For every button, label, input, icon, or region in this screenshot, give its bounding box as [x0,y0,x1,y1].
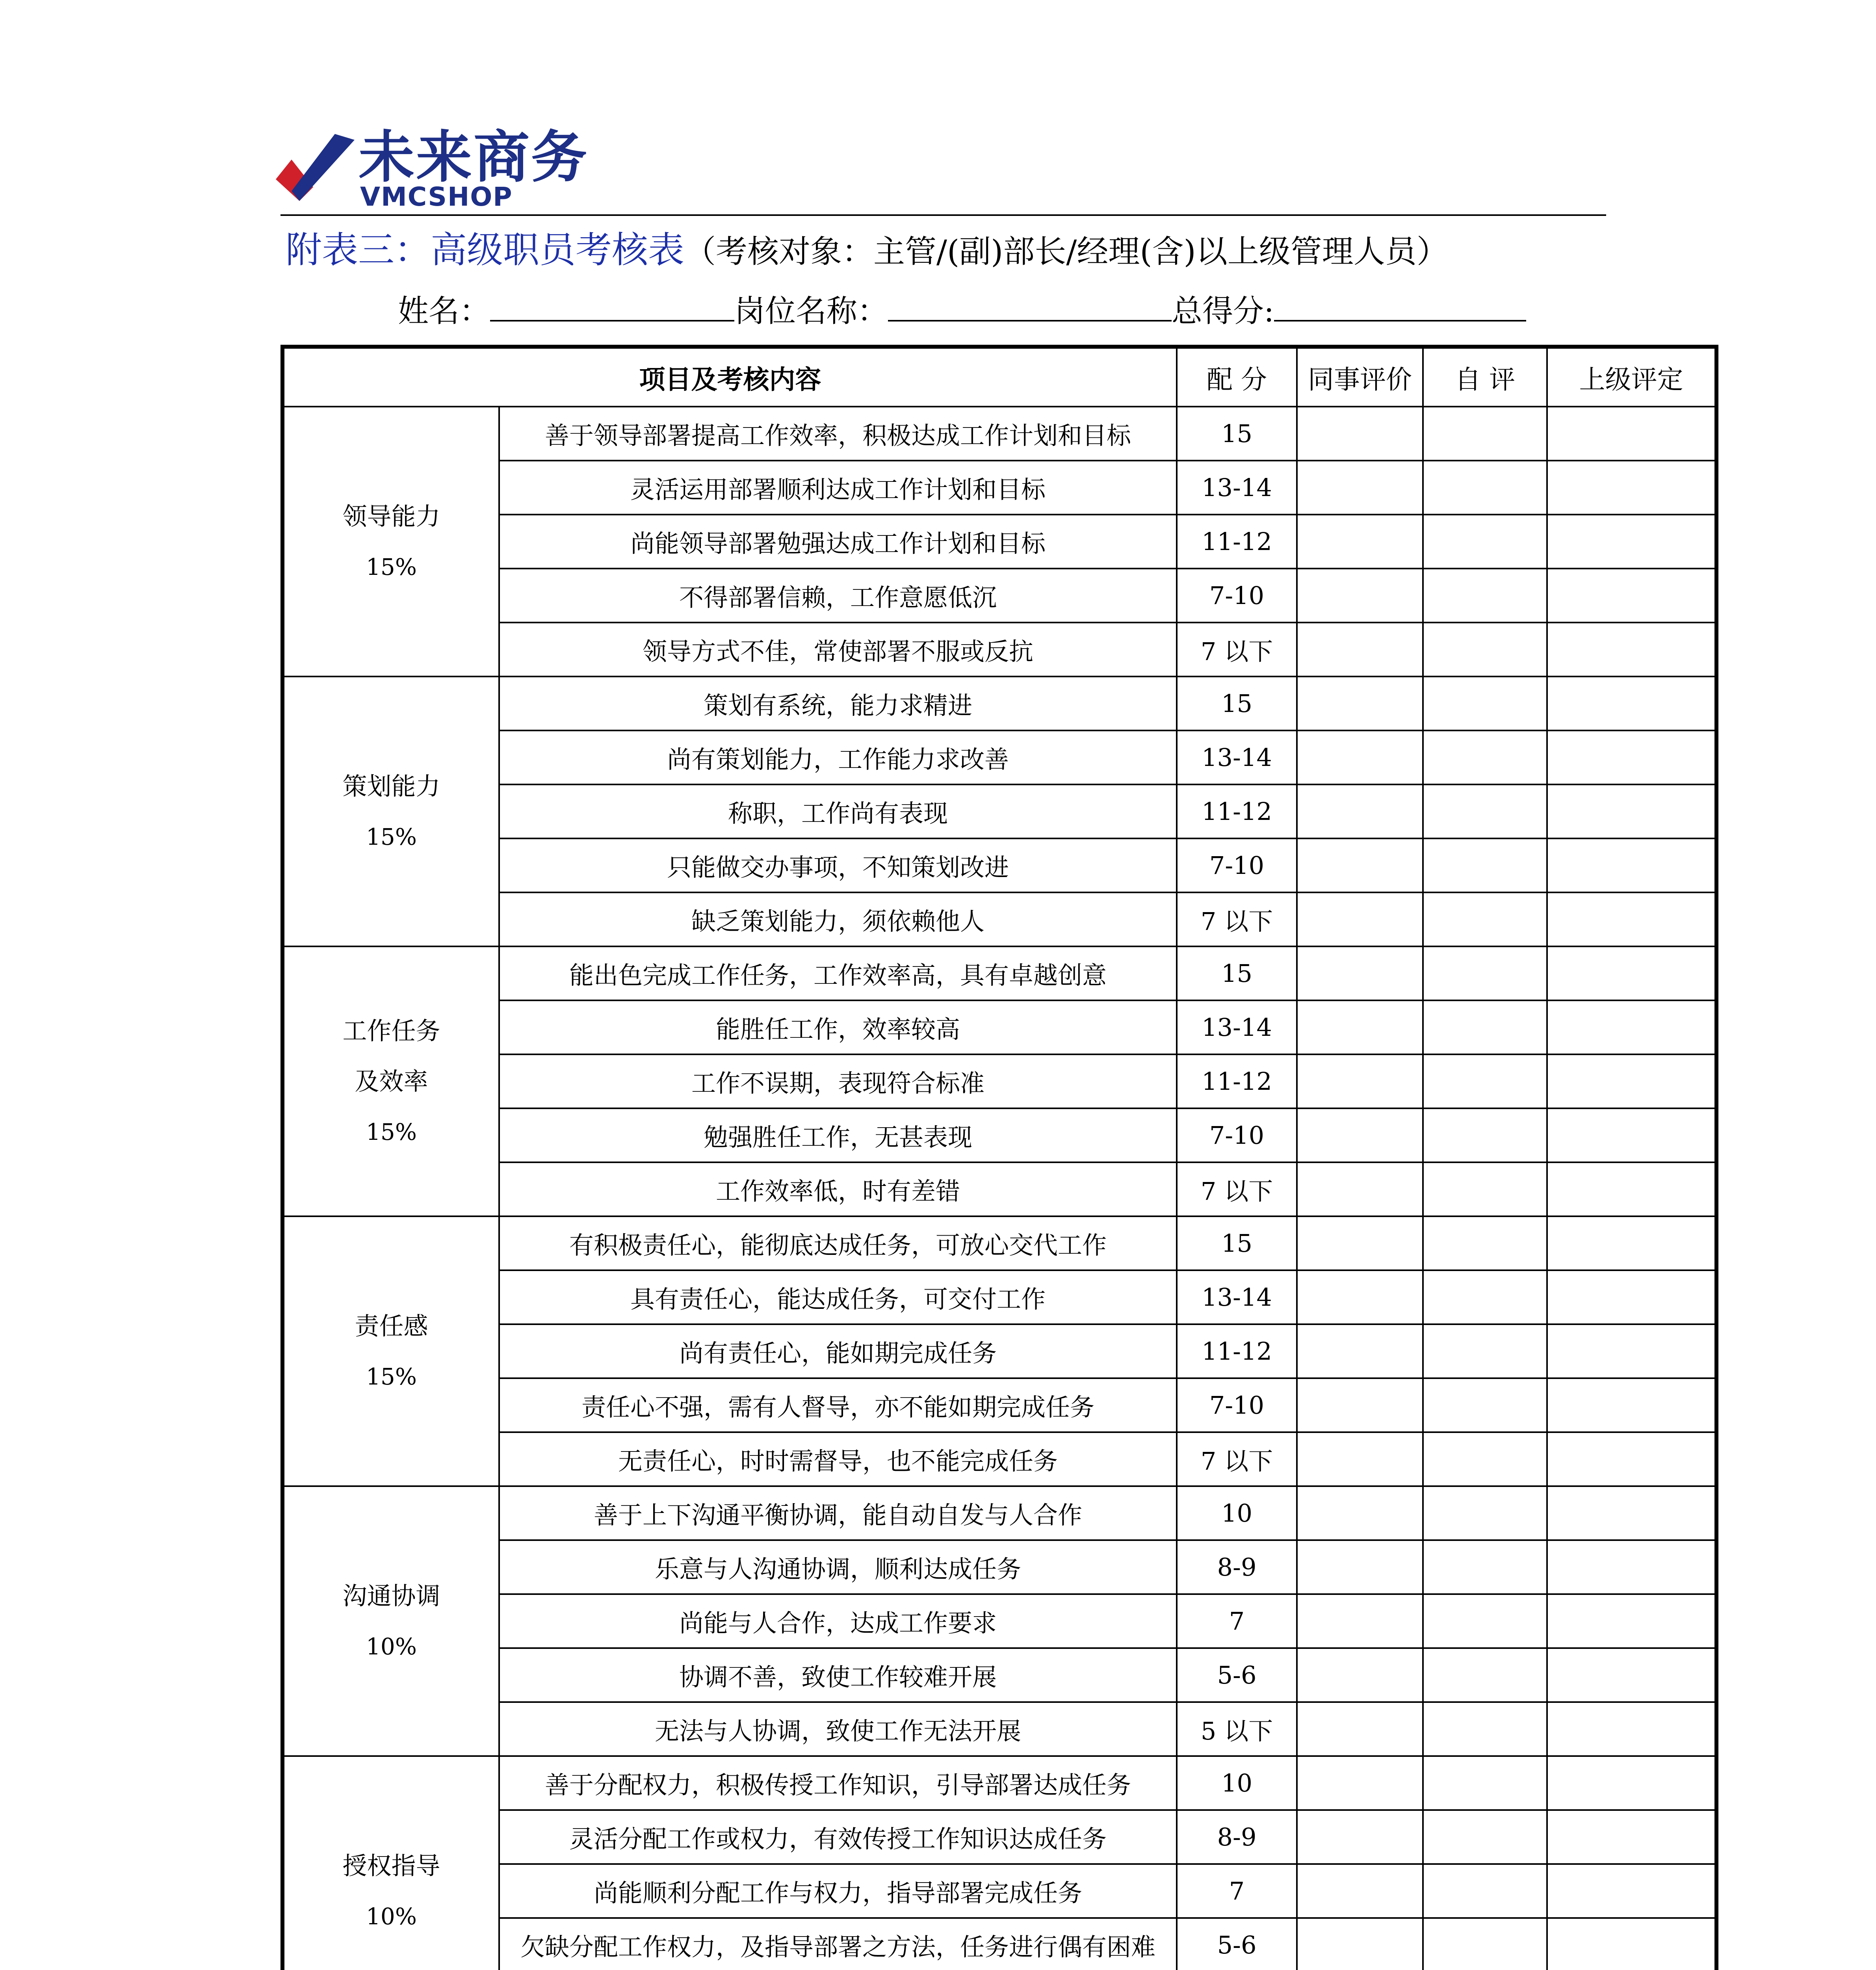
peer-review-cell[interactable] [1297,1810,1423,1864]
criterion-score: 5 以下 [1177,1702,1297,1756]
self-review-cell[interactable] [1423,1108,1547,1162]
logo-name-en: VMCSHOP [360,182,513,212]
self-review-cell[interactable] [1423,1864,1547,1918]
category-name: 工作任务 [342,1016,440,1045]
peer-review-cell[interactable] [1297,569,1423,623]
criterion-description: 善于分配权力，积极传授工作知识，引导部署达成任务 [499,1756,1177,1810]
criterion-description: 策划有系统，能力求精进 [499,676,1177,730]
company-logo [276,125,591,212]
name-label: 姓名： [398,294,490,329]
peer-review-cell[interactable] [1297,1162,1423,1216]
superior-review-cell[interactable] [1547,838,1716,892]
category-cell [282,407,499,676]
peer-review-cell[interactable] [1297,1432,1423,1486]
self-review-cell[interactable] [1423,1756,1547,1810]
superior-review-cell[interactable] [1547,1540,1716,1594]
table-row [282,1756,1716,1810]
peer-review-cell[interactable] [1297,892,1423,946]
self-review-cell[interactable] [1423,515,1547,569]
criterion-score: 11-12 [1177,515,1297,569]
table-row [282,1216,1716,1270]
peer-review-cell[interactable] [1297,1270,1423,1324]
peer-review-cell[interactable] [1297,838,1423,892]
superior-review-cell[interactable] [1547,1162,1716,1216]
header-divider [280,214,1606,216]
category-name: 沟通协调 [342,1581,440,1610]
peer-review-cell[interactable] [1297,1378,1423,1432]
category-cell [282,1756,499,1970]
criterion-score: 5-6 [1177,1918,1297,1970]
criterion-score: 7-10 [1177,569,1297,623]
peer-review-cell[interactable] [1297,946,1423,1000]
superior-review-cell[interactable] [1547,1864,1716,1918]
superior-review-cell[interactable] [1547,1918,1716,1970]
criterion-score: 7 以下 [1177,623,1297,676]
superior-review-cell[interactable] [1547,1054,1716,1108]
criterion-description: 无责任心，时时需督导，也不能完成任务 [499,1432,1177,1486]
criterion-description: 尚能与人合作，达成工作要求 [499,1594,1177,1648]
peer-review-cell[interactable] [1297,676,1423,730]
peer-review-cell[interactable] [1297,1216,1423,1270]
superior-review-cell[interactable] [1547,676,1716,730]
criterion-score: 13-14 [1177,730,1297,784]
self-review-cell[interactable] [1423,946,1547,1000]
superior-review-cell[interactable] [1547,1216,1716,1270]
criterion-description: 善于上下沟通平衡协调，能自动自发与人合作 [499,1486,1177,1540]
self-review-cell[interactable] [1423,676,1547,730]
criterion-score: 13-14 [1177,1000,1297,1054]
self-review-cell[interactable] [1423,784,1547,838]
self-review-cell[interactable] [1423,1054,1547,1108]
header-peer-review: 同事评价 [1297,347,1423,407]
self-review-cell[interactable] [1423,1702,1547,1756]
criterion-description: 灵活运用部署顺利达成工作计划和目标 [499,461,1177,515]
superior-review-cell[interactable] [1547,1270,1716,1324]
criterion-score: 10 [1177,1486,1297,1540]
criterion-score: 7 以下 [1177,892,1297,946]
logo-name-cn: 未来商务 [358,125,589,190]
criterion-score: 11-12 [1177,1054,1297,1108]
self-review-cell[interactable] [1423,407,1547,461]
info-line [398,292,1526,331]
criterion-score: 7-10 [1177,838,1297,892]
superior-review-cell[interactable] [1547,407,1716,461]
position-label: 岗位名称： [734,294,888,329]
criterion-score: 7 以下 [1177,1432,1297,1486]
criterion-description: 乐意与人沟通协调，顺利达成任务 [499,1540,1177,1594]
criterion-score: 7 [1177,1864,1297,1918]
self-review-cell[interactable] [1423,1216,1547,1270]
self-review-cell[interactable] [1423,1594,1547,1648]
category-name: 策划能力 [342,771,440,801]
superior-review-cell[interactable] [1547,623,1716,676]
criterion-score: 15 [1177,676,1297,730]
category-weight: 10% [366,1903,417,1930]
peer-review-cell[interactable] [1297,407,1423,461]
self-review-cell[interactable] [1423,1162,1547,1216]
self-review-cell[interactable] [1423,730,1547,784]
superior-review-cell[interactable] [1547,1594,1716,1648]
header-score: 配 分 [1177,347,1297,407]
criterion-description: 不得部署信赖，工作意愿低沉 [499,569,1177,623]
criterion-score: 7 以下 [1177,1162,1297,1216]
criterion-description: 欠缺分配工作权力，及指导部署之方法，任务进行偶有困难 [499,1918,1177,1970]
self-review-cell[interactable] [1423,838,1547,892]
self-review-cell[interactable] [1423,1324,1547,1378]
criterion-description: 尚有责任心，能如期完成任务 [499,1324,1177,1378]
criterion-description: 能出色完成工作任务，工作效率高，具有卓越创意 [499,946,1177,1000]
title-main: 附表三：高级职员考核表 [286,229,685,271]
criterion-description: 领导方式不佳，常使部署不服或反抗 [499,623,1177,676]
criterion-score: 8-9 [1177,1540,1297,1594]
peer-review-cell[interactable] [1297,1540,1423,1594]
criterion-description: 有积极责任心，能彻底达成任务，可放心交代工作 [499,1216,1177,1270]
criterion-description: 缺乏策划能力，须依赖他人 [499,892,1177,946]
self-review-cell[interactable] [1423,461,1547,515]
self-review-cell[interactable] [1423,892,1547,946]
criterion-score: 5-6 [1177,1648,1297,1702]
self-review-cell[interactable] [1423,1810,1547,1864]
criterion-description: 具有责任心，能达成任务，可交付工作 [499,1270,1177,1324]
peer-review-cell[interactable] [1297,461,1423,515]
table-row [282,946,1716,1000]
superior-review-cell[interactable] [1547,1756,1716,1810]
criterion-score: 7 [1177,1594,1297,1648]
superior-review-cell[interactable] [1547,1000,1716,1054]
peer-review-cell[interactable] [1297,1486,1423,1540]
criterion-description: 尚能领导部署勉强达成工作计划和目标 [499,515,1177,569]
superior-review-cell[interactable] [1547,1810,1716,1864]
peer-review-cell[interactable] [1297,1756,1423,1810]
criterion-score: 10 [1177,1756,1297,1810]
peer-review-cell[interactable] [1297,1702,1423,1756]
criterion-description: 协调不善，致使工作较难开展 [499,1648,1177,1702]
self-review-cell[interactable] [1423,1432,1547,1486]
criterion-score: 13-14 [1177,1270,1297,1324]
peer-review-cell[interactable] [1297,1918,1423,1970]
criterion-description: 工作效率低，时有差错 [499,1162,1177,1216]
peer-review-cell[interactable] [1297,784,1423,838]
superior-review-cell[interactable] [1547,1378,1716,1432]
criterion-description: 工作不误期，表现符合标准 [499,1054,1177,1108]
self-review-cell[interactable] [1423,1648,1547,1702]
superior-review-cell[interactable] [1547,1702,1716,1756]
category-name: 及效率 [355,1067,428,1096]
superior-review-cell[interactable] [1547,461,1716,515]
category-weight: 15% [366,1118,417,1145]
peer-review-cell[interactable] [1297,1864,1423,1918]
category-cell [282,676,499,946]
self-review-cell[interactable] [1423,623,1547,676]
category-name: 领导能力 [342,502,440,531]
self-review-cell[interactable] [1423,1918,1547,1970]
criterion-description: 无法与人协调，致使工作无法开展 [499,1702,1177,1756]
self-review-cell[interactable] [1423,1270,1547,1324]
superior-review-cell[interactable] [1547,1648,1716,1702]
criterion-score: 11-12 [1177,784,1297,838]
title-note: （考核对象：主管/(副)部长/经理(含)以上级管理人员） [684,233,1448,270]
category-cell [282,1486,499,1756]
total-score-field[interactable] [1274,292,1526,322]
criterion-description: 责任心不强，需有人督导，亦不能如期完成任务 [499,1378,1177,1432]
criterion-description: 灵活分配工作或权力，有效传授工作知识达成任务 [499,1810,1177,1864]
peer-review-cell[interactable] [1297,623,1423,676]
criterion-score: 11-12 [1177,1324,1297,1378]
superior-review-cell[interactable] [1547,1324,1716,1378]
criterion-description: 尚能顺利分配工作与权力，指导部署完成任务 [499,1864,1177,1918]
superior-review-cell[interactable] [1547,892,1716,946]
criterion-score: 15 [1177,946,1297,1000]
criterion-description: 能胜任工作，效率较高 [499,1000,1177,1054]
peer-review-cell[interactable] [1297,1324,1423,1378]
self-review-cell[interactable] [1423,1000,1547,1054]
table-row [282,407,1716,461]
header-content: 项目及考核内容 [282,347,1177,407]
superior-review-cell[interactable] [1547,946,1716,1000]
logo-mark-icon [276,132,355,203]
header-superior-review: 上级评定 [1547,347,1716,407]
superior-review-cell[interactable] [1547,784,1716,838]
table-header-row [282,347,1716,407]
criterion-description: 尚有策划能力，工作能力求改善 [499,730,1177,784]
category-weight: 15% [366,1363,417,1390]
criterion-description: 勉强胜任工作，无甚表现 [499,1108,1177,1162]
self-review-cell[interactable] [1423,1540,1547,1594]
criterion-description: 只能做交办事项，不知策划改进 [499,838,1177,892]
self-review-cell[interactable] [1423,1486,1547,1540]
peer-review-cell[interactable] [1297,1648,1423,1702]
total-score-label: 总得分: [1172,294,1274,329]
superior-review-cell[interactable] [1547,1108,1716,1162]
category-weight: 10% [366,1633,417,1660]
table-row [282,1486,1716,1540]
superior-review-cell[interactable] [1547,1432,1716,1486]
header-self-review: 自 评 [1423,347,1547,407]
category-cell [282,1216,499,1486]
criterion-score: 13-14 [1177,461,1297,515]
category-cell [282,946,499,1216]
self-review-cell[interactable] [1423,1378,1547,1432]
self-review-cell[interactable] [1423,569,1547,623]
category-weight: 15% [366,823,417,850]
criterion-score: 7-10 [1177,1108,1297,1162]
superior-review-cell[interactable] [1547,569,1716,623]
criterion-score: 7-10 [1177,1378,1297,1432]
criterion-score: 15 [1177,1216,1297,1270]
category-weight: 15% [366,553,417,580]
category-name: 授权指导 [342,1851,440,1880]
peer-review-cell[interactable] [1297,1054,1423,1108]
position-field[interactable] [888,292,1172,322]
criterion-description: 称职，工作尚有表现 [499,784,1177,838]
superior-review-cell[interactable] [1547,515,1716,569]
superior-review-cell[interactable] [1547,730,1716,784]
evaluation-table [280,345,1718,1970]
peer-review-cell[interactable] [1297,515,1423,569]
peer-review-cell[interactable] [1297,1108,1423,1162]
table-row [282,676,1716,730]
criterion-score: 8-9 [1177,1810,1297,1864]
category-name: 责任感 [355,1311,428,1340]
name-field[interactable] [490,292,734,322]
criterion-description: 善于领导部署提高工作效率，积极达成工作计划和目标 [499,407,1177,461]
peer-review-cell[interactable] [1297,1000,1423,1054]
criterion-score: 15 [1177,407,1297,461]
peer-review-cell[interactable] [1297,1594,1423,1648]
superior-review-cell[interactable] [1547,1486,1716,1540]
document-title [286,227,1448,284]
peer-review-cell[interactable] [1297,730,1423,784]
